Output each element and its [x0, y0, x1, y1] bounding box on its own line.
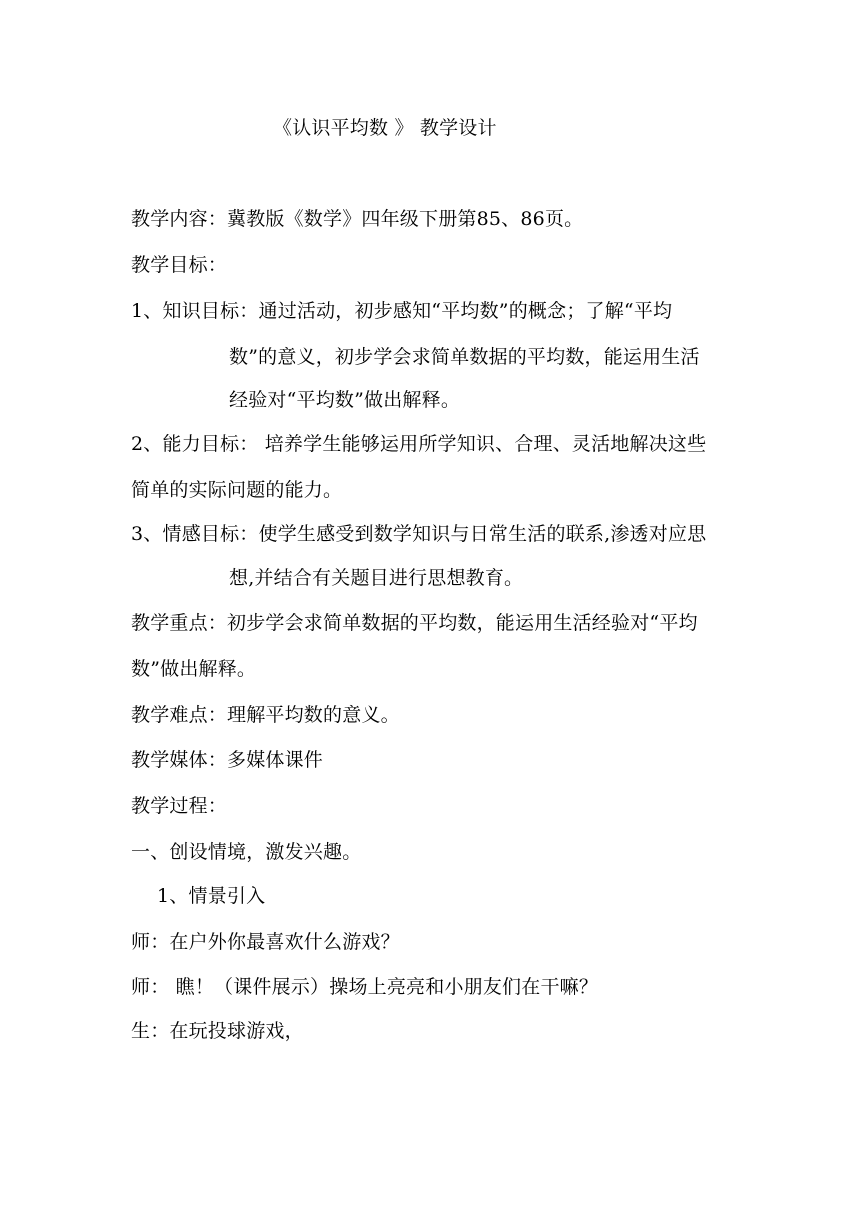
process-heading: 教学过程： [131, 795, 228, 817]
goal3-line1: 3、情感目标：使学生感受到数学知识与日常生活的联系,渗透对应思 [131, 523, 707, 545]
goals-heading: 教学目标： [131, 254, 228, 276]
goal1-line2: 数”的意义，初步学会求简单数据的平均数，能运用生活 [229, 346, 700, 368]
document-title: 《认识平均数 》 教学设计 [273, 117, 497, 139]
goal2-line2: 简单的实际问题的能力。 [131, 479, 343, 501]
teaching-content: 教学内容：冀教版《数学》四年级下册第85、86页。 [131, 208, 584, 230]
difficulty: 教学难点：理解平均数的意义。 [131, 704, 400, 726]
goal1-line1: 1、知识目标：通过活动，初步感知“平均数”的概念；了解“平均 [131, 300, 673, 322]
dialog-line-3: 生：在玩投球游戏， [131, 1020, 304, 1042]
key-point-line1: 教学重点：初步学会求简单数据的平均数，能运用生活经验对“平均 [131, 612, 698, 634]
subsection1-heading: 1、情景引入 [157, 885, 266, 907]
goal2-line1: 2、能力目标： 培养学生能够运用所学知识、合理、灵活地解决这些 [131, 433, 707, 455]
section1-heading: 一、创设情境，激发兴趣。 [131, 841, 362, 863]
goal1-line3: 经验对“平均数”做出解释。 [229, 389, 461, 411]
goal3-line2: 想,并结合有关题目进行思想教育。 [229, 567, 524, 589]
dialog-line-2: 师： 瞧！（课件展示）操场上亮亮和小朋友们在干嘛？ [131, 976, 599, 998]
media: 教学媒体：多媒体课件 [131, 749, 324, 771]
key-point-line2: 数”做出解释。 [131, 658, 257, 680]
dialog-line-1: 师：在户外你最喜欢什么游戏？ [131, 931, 400, 953]
